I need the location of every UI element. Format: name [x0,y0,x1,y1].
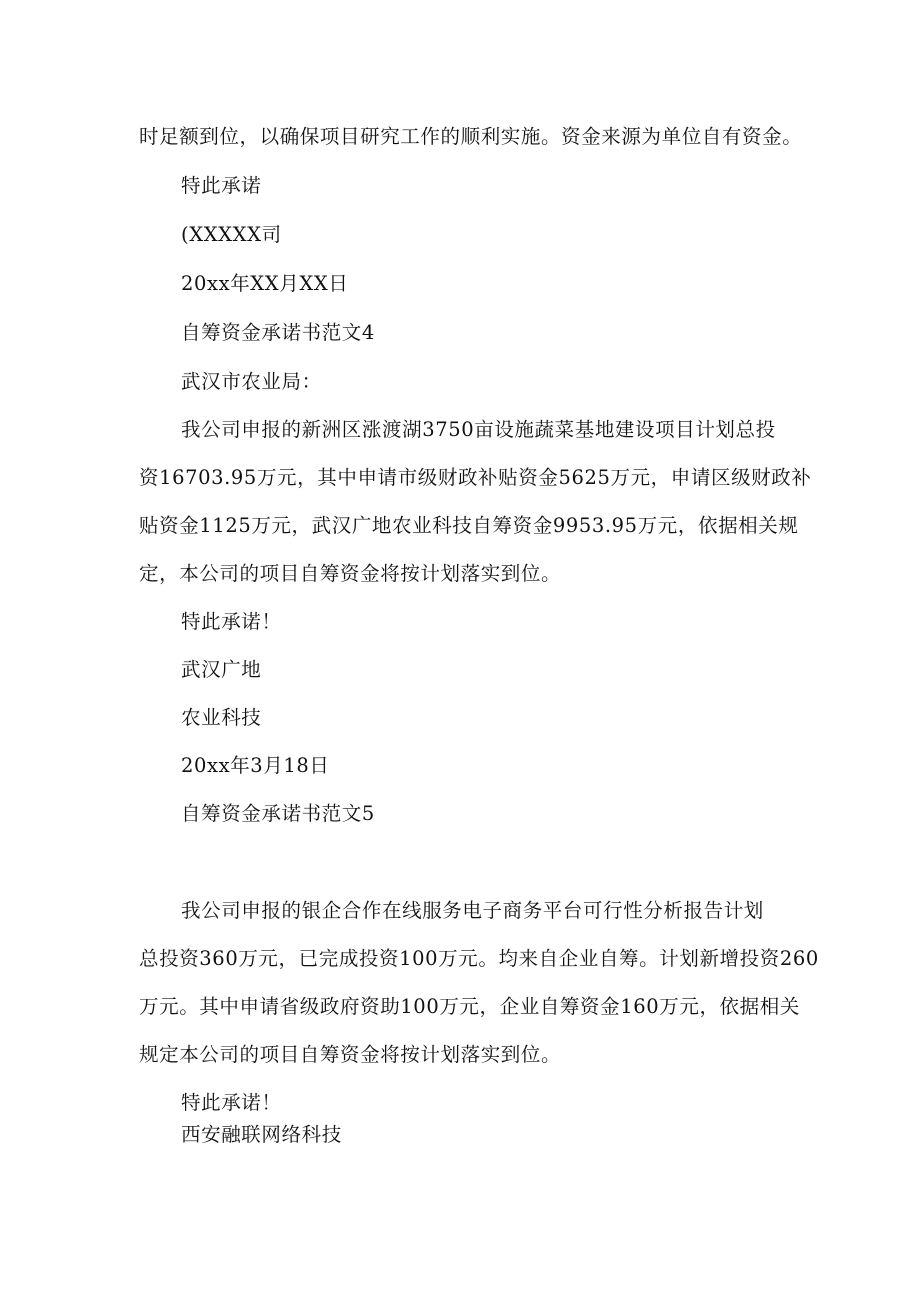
section-heading: 自筹资金承诺书范文4 [181,321,375,344]
text-line: (XXXXX司 [181,223,282,246]
text-line: 规定本公司的项目自筹资金将按计划落实到位。 [139,1043,562,1066]
date-line: 20xx年XX月XX日 [181,272,349,295]
text-line: 资16703.95万元，其中申请市级财政补贴资金5625万元，申请区级财政补 [139,466,812,489]
addressee: 武汉市农业局： [181,370,322,393]
text-line: 特此承诺 [181,174,262,197]
signature-line: 西安融联网络科技 [181,1123,342,1146]
text-line: 特此承诺！ [181,1091,282,1114]
text-line: 我公司申报的新洲区涨渡湖3750亩设施蔬菜基地建设项目计划总投 [181,418,776,441]
text-line: 特此承诺！ [181,610,282,633]
text-line: 贴资金1125万元，武汉广地农业科技自筹资金9953.95万元，依据相关规 [139,514,799,537]
text-line: 万元。其中申请省级政府资助100万元，企业自筹资金160万元，依据相关 [139,995,800,1018]
signature-line: 武汉广地 [181,658,262,681]
text-line: 时足额到位，以确保项目研究工作的顺利实施。资金来源为单位自有资金。 [139,125,803,148]
text-line: 我公司申报的银企合作在线服务电子商务平台可行性分析报告计划 [181,899,764,922]
text-line: 定，本公司的项目自筹资金将按计划落实到位。 [139,562,562,585]
signature-line: 农业科技 [181,706,262,729]
text-line: 总投资360万元，已完成投资100万元。均来自企业自筹。计划新增投资260 [139,947,819,970]
section-heading: 自筹资金承诺书范文5 [181,802,375,825]
date-line: 20xx年3月18日 [181,754,330,777]
